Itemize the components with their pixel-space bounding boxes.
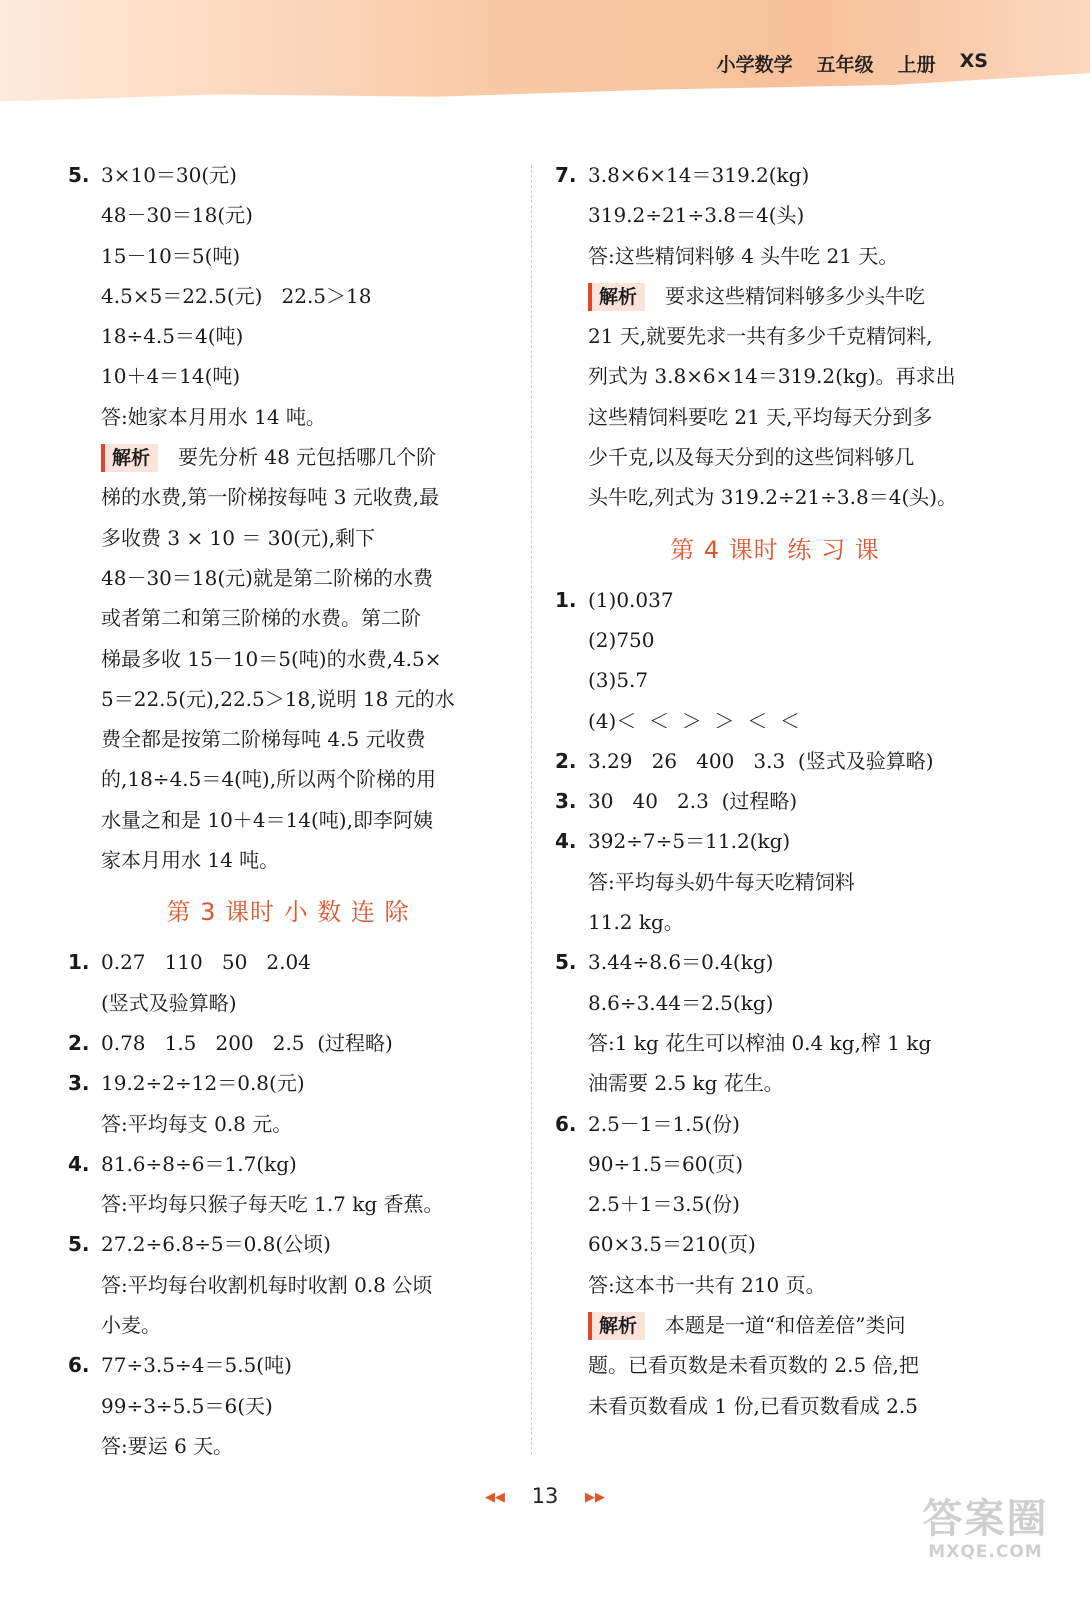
answer-line <box>68 840 508 880</box>
answer-line <box>555 902 995 942</box>
answer-line <box>555 356 995 396</box>
answer-line <box>68 356 508 396</box>
column-divider <box>531 165 532 1455</box>
watermark-url: MXQE.COM <box>928 1542 1043 1562</box>
line-text: 99÷3÷5.5＝6(天) <box>101 1393 273 1418</box>
line-text: 的,18÷4.5＝4(吨),所以两个阶梯的用 <box>101 767 437 792</box>
answer-line <box>555 195 995 235</box>
answer-line <box>68 276 508 316</box>
analysis-line <box>555 276 995 316</box>
page-number: 13 <box>531 1484 559 1508</box>
line-text: 30 40 2.3 (过程略) <box>588 789 798 814</box>
answer-line <box>555 1345 995 1385</box>
line-text: 48－30＝18(元) <box>101 203 253 228</box>
grade-label: 五年级 <box>816 54 874 76</box>
line-text: 题。已看页数是未看页数的 2.5 倍,把 <box>588 1353 919 1378</box>
line-text: 15－10＝5(吨) <box>101 243 241 268</box>
right-column <box>555 155 995 1426</box>
analysis-tag: 解析 <box>588 1312 645 1340</box>
line-text: 费全都是按第二阶梯每吨 4.5 元收费 <box>101 727 426 752</box>
item-number: 4. <box>68 1151 90 1176</box>
answer-item <box>68 1144 508 1184</box>
answer-line <box>68 800 508 840</box>
item-number: 7. <box>555 163 577 187</box>
line-text: 本题是一道“和倍差倍”类问 <box>665 1313 906 1338</box>
line-text: 列式为 3.8×6×14＝319.2(kg)。再求出 <box>588 364 956 389</box>
line-text: 答:平均每台收割机每时收割 0.8 公顷 <box>101 1272 433 1297</box>
line-text: 要求这些精饲料够多少头牛吃 <box>665 283 926 308</box>
line-text: 梯的水费,第一阶梯按每吨 3 元收费,最 <box>101 485 440 510</box>
line-text: 答:1 kg 花生可以榨油 0.4 kg,榨 1 kg <box>588 1030 932 1055</box>
line-text: 梯最多收 15－10＝5(吨)的水费,4.5× <box>101 646 442 671</box>
line-text: 2.5－1＝1.5(份) <box>588 1111 740 1136</box>
subject-label: 小学数学 <box>716 54 793 76</box>
edition-label: XS <box>959 50 988 72</box>
watermark-text: 答案圈 <box>922 1496 1049 1542</box>
line-text: 5＝22.5(元),22.5＞18,说明 18 元的水 <box>101 686 455 711</box>
line-text: 0.78 1.5 200 2.5 (过程略) <box>101 1030 393 1055</box>
line-text: 10＋4＝14(吨) <box>101 364 241 389</box>
answer-line <box>68 1386 508 1426</box>
answer-line <box>68 558 508 598</box>
volume-label: 上册 <box>897 54 936 76</box>
line-text: (4)＜ ＜ ＞ ＞ ＜ ＜ <box>588 708 800 733</box>
line-text: 答:平均每头奶牛每天吃精饲料 <box>588 869 855 894</box>
answer-line <box>555 1224 995 1264</box>
line-text: 少千克,以及每天分到的这些饲料够几 <box>588 445 915 470</box>
line-text: 319.2÷21÷3.8＝4(头) <box>588 203 805 228</box>
answer-line <box>555 620 995 660</box>
line-text: 头牛吃,列式为 319.2÷21÷3.8＝4(头)。 <box>588 485 958 510</box>
line-text: 77÷3.5÷4＝5.5(吨) <box>101 1353 292 1378</box>
item-number: 6. <box>555 1111 577 1136</box>
item-number: 1. <box>68 950 90 975</box>
line-text: 答:要运 6 天。 <box>101 1433 234 1458</box>
answer-line <box>555 477 995 517</box>
answer-line <box>68 477 508 517</box>
item-number: 1. <box>555 587 577 612</box>
answer-line <box>555 1386 995 1426</box>
line-text: 水量之和是 10＋4＝14(吨),即李阿姨 <box>101 807 433 832</box>
line-text: 未看页数看成 1 份,已看页数看成 2.5 <box>588 1393 918 1418</box>
line-text: 21 天,就要先求一共有多少千克精饲料, <box>588 324 933 349</box>
line-text: 或者第二和第三阶梯的水费。第二阶 <box>101 606 421 631</box>
line-text: 小麦。 <box>101 1313 161 1338</box>
line-text: 90÷1.5＝60(页) <box>588 1151 744 1176</box>
answer-line <box>68 518 508 558</box>
answer-line <box>68 397 508 437</box>
answer-line <box>68 983 508 1023</box>
line-text: 答:她家本月用水 14 吨。 <box>101 404 326 429</box>
line-text: 这些精饲料要吃 21 天,平均每天分到多 <box>588 404 933 429</box>
answer-item <box>555 821 995 861</box>
answer-line <box>555 1063 995 1103</box>
line-text: (3)5.7 <box>588 668 649 693</box>
line-text: (1)0.037 <box>588 587 674 612</box>
answer-line <box>68 759 508 799</box>
answer-line <box>555 660 995 700</box>
item-number: 6. <box>68 1353 90 1378</box>
line-text: 0.27 110 50 2.04 <box>101 950 311 975</box>
answer-line <box>68 679 508 719</box>
line-text: (2)750 <box>588 627 655 652</box>
answer-line <box>555 1144 995 1184</box>
line-text: 18÷4.5＝4(吨) <box>101 324 244 349</box>
item-number: 4. <box>555 829 577 854</box>
answer-line <box>555 236 995 276</box>
book-header <box>717 50 988 77</box>
answer-line <box>68 598 508 638</box>
watermark-logo <box>913 1496 1058 1576</box>
answer-item <box>555 155 995 195</box>
answer-item <box>68 1345 508 1385</box>
section-heading: 第 4 课时 练 习 课 <box>670 535 880 564</box>
answer-line <box>68 236 508 276</box>
answer-item <box>555 580 995 620</box>
answer-line <box>68 1426 508 1466</box>
answer-line <box>68 1184 508 1224</box>
item-number: 5. <box>555 950 577 975</box>
answer-line <box>555 397 995 437</box>
line-text: 48－30＝18(元)就是第二阶梯的水费 <box>101 565 433 590</box>
left-column <box>68 155 508 1466</box>
answer-item <box>68 942 508 982</box>
answer-item <box>68 1224 508 1264</box>
answer-line <box>555 1184 995 1224</box>
answer-line <box>555 701 995 741</box>
answer-line <box>68 1104 508 1144</box>
answer-item <box>555 781 995 821</box>
answer-item <box>68 155 508 195</box>
answer-item <box>68 1023 508 1063</box>
answer-line <box>68 1305 508 1345</box>
line-text: 11.2 kg。 <box>588 910 684 935</box>
line-text: 392÷7÷5＝11.2(kg) <box>588 829 791 854</box>
prev-arrows-icon: ◀◀ <box>484 1489 505 1505</box>
answer-line <box>555 316 995 356</box>
item-number: 5. <box>68 163 90 187</box>
line-text: 答:平均每只猴子每天吃 1.7 kg 香蕉。 <box>101 1192 444 1217</box>
analysis-line <box>555 1305 995 1345</box>
line-text: 家本月用水 14 吨。 <box>101 848 280 873</box>
item-number: 3. <box>68 1071 90 1096</box>
analysis-tag: 解析 <box>588 283 645 311</box>
answer-line <box>68 316 508 356</box>
answer-line <box>68 719 508 759</box>
item-number: 3. <box>555 789 577 814</box>
line-text: 4.5×5＝22.5(元) 22.5＞18 <box>101 283 372 308</box>
answer-item <box>68 1063 508 1103</box>
line-text: 3×10＝30(元) <box>101 163 237 187</box>
line-text: 3.44÷8.6＝0.4(kg) <box>588 950 774 975</box>
line-text: 3.8×6×14＝319.2(kg) <box>588 163 810 187</box>
answer-item <box>555 1104 995 1144</box>
line-text: 81.6÷8÷6＝1.7(kg) <box>101 1151 297 1176</box>
line-text: 答:这本书一共有 210 页。 <box>588 1272 826 1297</box>
answer-line <box>555 1023 995 1063</box>
answer-line <box>555 437 995 477</box>
item-number: 5. <box>68 1232 90 1257</box>
line-text: 2.5＋1＝3.5(份) <box>588 1192 740 1217</box>
line-text: 19.2÷2÷12＝0.8(元) <box>101 1071 305 1096</box>
answer-line <box>68 195 508 235</box>
analysis-tag: 解析 <box>101 444 158 472</box>
line-text: 要先分析 48 元包括哪几个阶 <box>178 445 437 470</box>
section-heading: 第 3 课时 小 数 连 除 <box>166 898 410 927</box>
answer-line <box>68 639 508 679</box>
answer-line <box>68 1265 508 1305</box>
answer-line <box>555 983 995 1023</box>
item-number: 2. <box>555 748 577 773</box>
line-text: (竖式及验算略) <box>101 990 237 1015</box>
line-text: 60×3.5＝210(页) <box>588 1232 756 1257</box>
next-arrows-icon: ▶▶ <box>585 1489 606 1505</box>
line-text: 油需要 2.5 kg 花生。 <box>588 1071 784 1096</box>
line-text: 3.29 26 400 3.3 (竖式及验算略) <box>588 748 934 773</box>
answer-item <box>555 942 995 982</box>
line-text: 多收费 3 × 10 ＝ 30(元),剩下 <box>101 525 376 550</box>
answer-line <box>555 862 995 902</box>
analysis-line <box>68 437 508 477</box>
answer-item <box>555 741 995 781</box>
line-text: 答:平均每支 0.8 元。 <box>101 1111 293 1136</box>
answer-line <box>555 1265 995 1305</box>
line-text: 答:这些精饲料够 4 头牛吃 21 天。 <box>588 243 899 268</box>
line-text: 27.2÷6.8÷5＝0.8(公顷) <box>101 1232 331 1257</box>
line-text: 8.6÷3.44＝2.5(kg) <box>588 990 774 1015</box>
item-number: 2. <box>68 1030 90 1055</box>
